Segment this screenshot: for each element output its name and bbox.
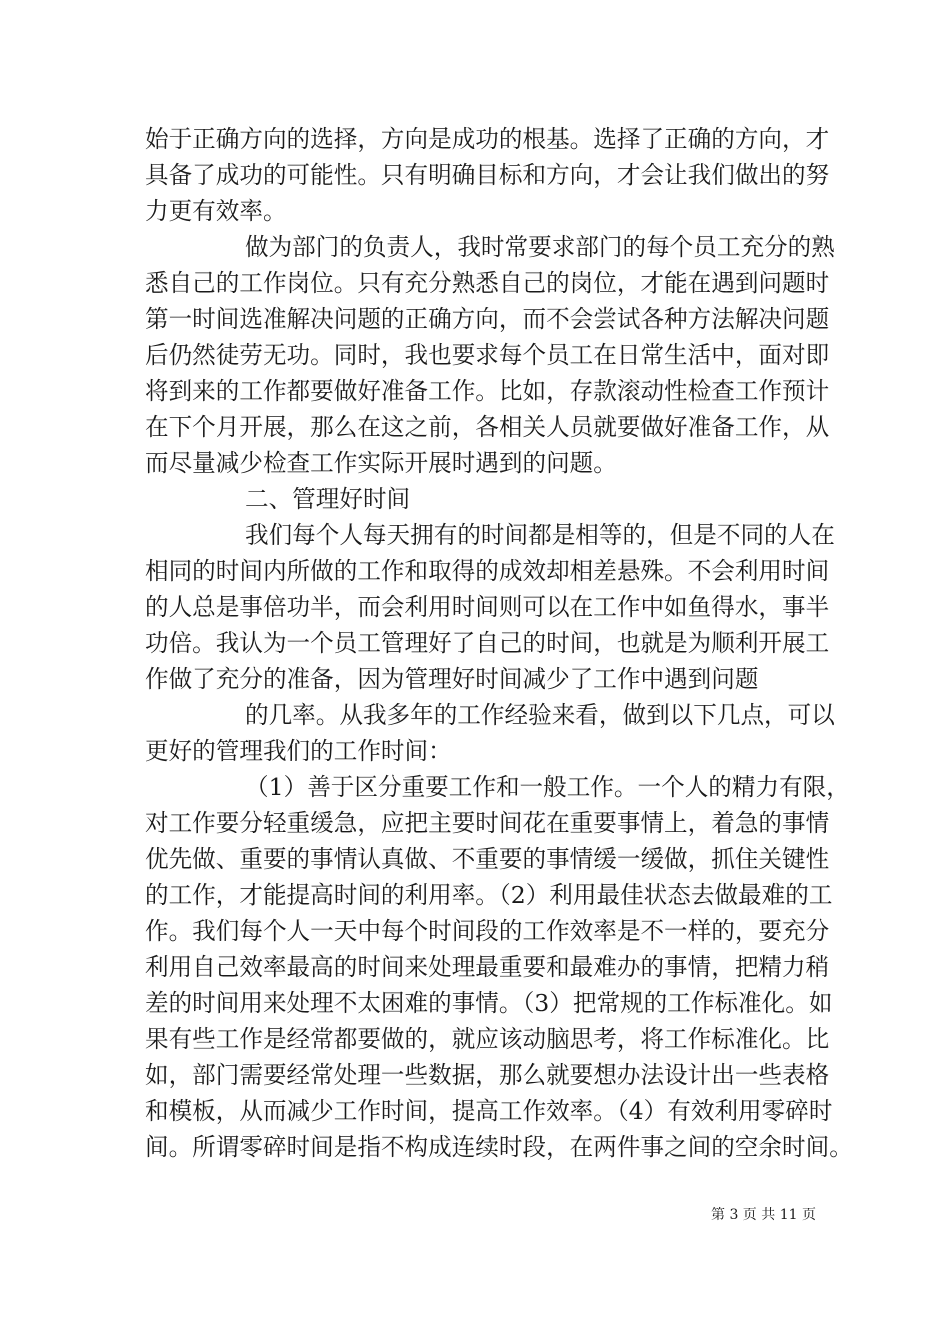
paragraph-line: 我们每个人每天拥有的时间都是相等的，但是不同的人在	[245, 521, 835, 549]
page-number-footer: 第 3 页 共 11 页	[711, 1207, 816, 1223]
paragraph-line: 而尽量减少检查工作实际开展时遇到的问题。	[145, 449, 617, 477]
paragraph-line: 相同的时间内所做的工作和取得的成效却相差悬殊。不会利用时间	[145, 557, 830, 585]
paragraph-line: （1）善于区分重要工作和一般工作。一个人的精力有限，	[245, 773, 850, 801]
paragraph-line: 后仍然徒劳无功。同时，我也要求每个员工在日常生活中，面对即	[145, 341, 830, 369]
paragraph-line: 更好的管理我们的工作时间：	[145, 737, 452, 765]
paragraph-line: 间。所谓零碎时间是指不构成连续时段，在两件事之间的空余时间。	[145, 1133, 853, 1161]
paragraph-line: 始于正确方向的选择，方向是成功的根基。选择了正确的方向，才	[145, 125, 830, 153]
paragraph-line: 的工作，才能提高时间的利用率。（2）利用最佳状态去做最难的工	[145, 881, 833, 909]
paragraph-line: 差的时间用来处理不太困难的事情。（3）把常规的工作标准化。如	[145, 989, 833, 1017]
paragraph-line: 悉自己的工作岗位。只有充分熟悉自己的岗位，才能在遇到问题时	[145, 269, 830, 297]
paragraph-line: 功倍。我认为一个员工管理好了自己的时间，也就是为顺利开展工	[145, 629, 830, 657]
paragraph-line: 的几率。从我多年的工作经验来看，做到以下几点，可以	[245, 701, 835, 729]
paragraph-line: 第一时间选准解决问题的正确方向，而不会尝试各种方法解决问题	[145, 305, 830, 333]
paragraph-line: 做为部门的负责人，我时常要求部门的每个员工充分的熟	[245, 233, 835, 261]
paragraph-line: 力更有效率。	[145, 197, 287, 225]
paragraph-line: 将到来的工作都要做好准备工作。比如，存款滚动性检查工作预计	[145, 377, 830, 405]
paragraph-line: 作做了充分的准备，因为管理好时间减少了工作中遇到问题	[145, 665, 759, 693]
paragraph-line: 具备了成功的可能性。只有明确目标和方向，才会让我们做出的努	[145, 161, 830, 189]
paragraph-line: 作。我们每个人一天中每个时间段的工作效率是不一样的，要充分	[145, 917, 830, 945]
paragraph-line: 对工作要分轻重缓急，应把主要时间花在重要事情上，着急的事情	[145, 809, 830, 837]
paragraph-line: 果有些工作是经常都要做的，就应该动脑思考，将工作标准化。比	[145, 1025, 830, 1053]
paragraph-line: 的人总是事倍功半，而会利用时间则可以在工作中如鱼得水，事半	[145, 593, 830, 621]
paragraph-line: 如，部门需要经常处理一些数据，那么就要想办法设计出一些表格	[145, 1061, 830, 1089]
paragraph-line: 优先做、重要的事情认真做、不重要的事情缓一缓做，抓住关键性	[145, 845, 830, 873]
paragraph-line: 和模板，从而减少工作时间，提高工作效率。（4）有效利用零碎时	[145, 1097, 833, 1125]
paragraph-line: 利用自己效率最高的时间来处理最重要和最难办的事情，把精力稍	[145, 953, 830, 981]
paragraph-line: 在下个月开展，那么在这之前，各相关人员就要做好准备工作，从	[145, 413, 830, 441]
section-heading: 二、管理好时间	[245, 485, 411, 513]
